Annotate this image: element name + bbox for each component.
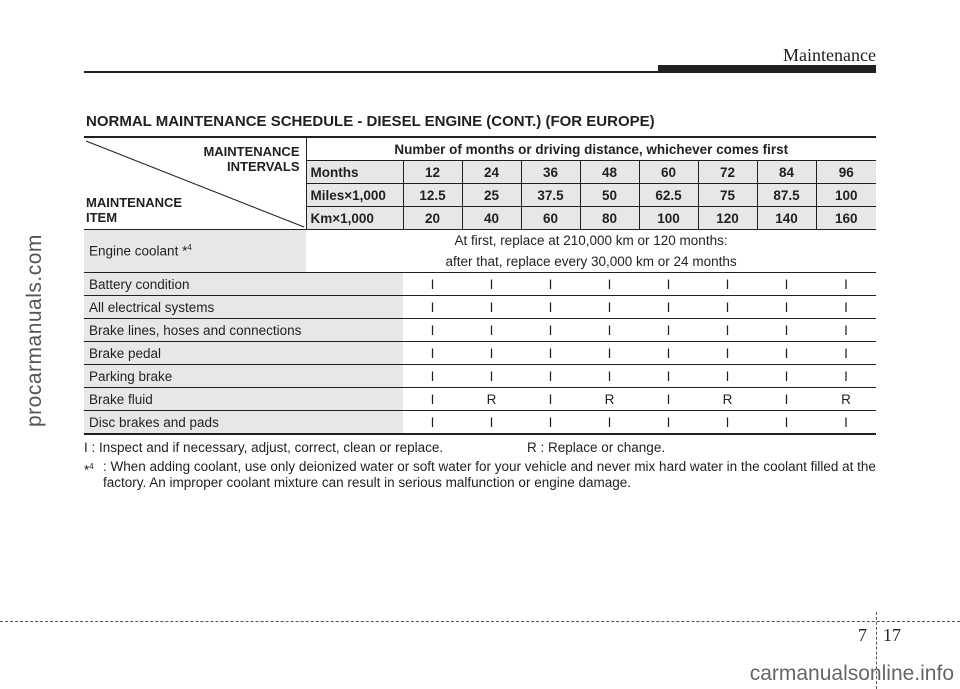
interval-value: 72 (698, 161, 757, 184)
footer-dashed-rule (0, 621, 960, 622)
item-label-line1: MAINTENANCE (86, 194, 183, 210)
table-row (84, 273, 876, 296)
schedule-cell: I (757, 296, 816, 319)
interval-value: 12 (403, 161, 462, 184)
schedule-cell: I (462, 273, 521, 296)
interval-value: 40 (462, 207, 521, 230)
interval-label: Months (306, 161, 403, 184)
item-name: All electrical systems (84, 296, 403, 319)
table-row (84, 411, 876, 435)
schedule-cell: I (521, 365, 580, 388)
schedule-cell: I (462, 411, 521, 435)
footnote-star: * (84, 462, 90, 478)
schedule-cell: I (403, 388, 462, 411)
page-number: 17 (883, 625, 901, 645)
schedule-cell: R (580, 388, 639, 411)
running-header-title: Maintenance (783, 45, 876, 65)
intervals-label-line2: INTERVALS (227, 158, 300, 174)
interval-value: 20 (403, 207, 462, 230)
schedule-cell: I (639, 296, 698, 319)
schedule-cell: I (580, 296, 639, 319)
schedule-cell: I (639, 273, 698, 296)
schedule-cell: I (580, 319, 639, 342)
interval-value: 100 (816, 184, 876, 207)
coolant-line2: after that, replace every 30,000 km or 24 months (445, 254, 737, 269)
schedule-cell: I (698, 342, 757, 365)
interval-value: 50 (580, 184, 639, 207)
schedule-cell: I (698, 365, 757, 388)
interval-label: Km×1,000 (306, 207, 403, 230)
schedule-cell: I (403, 296, 462, 319)
footnote-prefix: : (103, 459, 111, 474)
interval-label: Miles×1,000 (306, 184, 403, 207)
footnote-number: 4 (89, 462, 94, 471)
schedule-cell: I (757, 342, 816, 365)
schedule-cell: I (521, 388, 580, 411)
item-name: Brake fluid (84, 388, 403, 411)
schedule-cell: I (521, 411, 580, 435)
interval-value: 140 (757, 207, 816, 230)
schedule-cell: I (403, 411, 462, 435)
section-title: NORMAL MAINTENANCE SCHEDULE - DIESEL ENGINE (CONT.) (FOR EUROPE) (86, 113, 655, 130)
legend-inspect: I : Inspect and if necessary, adjust, correct, clean or replace. (84, 440, 444, 455)
schedule-cell: R (816, 388, 876, 411)
interval-value: 100 (639, 207, 698, 230)
schedule-cell: I (757, 319, 816, 342)
schedule-cell: R (698, 388, 757, 411)
header-rule (84, 71, 664, 73)
coolant-name: Engine coolant * (89, 243, 188, 259)
schedule-cell: I (403, 273, 462, 296)
interval-value: 60 (521, 207, 580, 230)
schedule-cell: I (580, 342, 639, 365)
interval-value: 48 (580, 161, 639, 184)
interval-value: 96 (816, 161, 876, 184)
item-name: Parking brake (84, 365, 403, 388)
interval-value: 120 (698, 207, 757, 230)
schedule-cell: I (462, 319, 521, 342)
maintenance-schedule-table (84, 136, 876, 435)
interval-value: 80 (580, 207, 639, 230)
schedule-cell: I (403, 319, 462, 342)
footnote-marker (84, 459, 94, 479)
bottom-watermark: carmanualsonline.info (749, 662, 954, 685)
schedule-cell: I (698, 273, 757, 296)
item-name (84, 230, 306, 273)
schedule-cell: I (521, 296, 580, 319)
side-watermark: procarmanuals.com (23, 234, 46, 427)
footnote-text: When adding coolant, use only deionized water or soft water for your vehicle and never mix hard water in the coolant filled at the factory. An improper coolant mixture can result in serious malfunction or engine damage. (103, 459, 876, 490)
interval-value: 12.5 (403, 184, 462, 207)
schedule-cell: I (462, 342, 521, 365)
schedule-cell: R (462, 388, 521, 411)
intervals-label (203, 144, 299, 174)
schedule-cell: I (816, 365, 876, 388)
interval-value: 36 (521, 161, 580, 184)
item-label-line2: ITEM (86, 209, 118, 225)
schedule-cell: I (639, 411, 698, 435)
item-name: Brake pedal (84, 342, 403, 365)
interval-span-header: Number of months or driving distance, whichever comes first (306, 137, 876, 161)
schedule-cell: I (816, 342, 876, 365)
footnote-mark: 4 (187, 243, 192, 253)
schedule-cell: I (757, 411, 816, 435)
schedule-cell: I (639, 319, 698, 342)
interval-value: 60 (639, 161, 698, 184)
schedule-cell: I (580, 273, 639, 296)
interval-value: 87.5 (757, 184, 816, 207)
item-label (86, 195, 182, 225)
schedule-cell: I (698, 319, 757, 342)
interval-value: 25 (462, 184, 521, 207)
table-row (84, 296, 876, 319)
schedule-cell: I (816, 411, 876, 435)
footnote (84, 459, 884, 491)
interval-value: 84 (757, 161, 816, 184)
schedule-cell: I (816, 319, 876, 342)
table-row (84, 319, 876, 342)
schedule-cell: I (521, 273, 580, 296)
schedule-cell: I (698, 296, 757, 319)
schedule-cell: I (639, 388, 698, 411)
schedule-cell: I (580, 411, 639, 435)
schedule-cell: I (816, 273, 876, 296)
item-name: Brake lines, hoses and connections (84, 319, 403, 342)
schedule-cell: I (757, 365, 816, 388)
item-name: Battery condition (84, 273, 403, 296)
footnote-body (103, 459, 884, 491)
interval-value: 160 (816, 207, 876, 230)
table-corner-header (84, 137, 306, 230)
schedule-cell: I (757, 388, 816, 411)
schedule-cell: I (403, 365, 462, 388)
table-row (84, 230, 876, 273)
interval-value: 24 (462, 161, 521, 184)
coolant-instructions (306, 230, 876, 273)
interval-value: 75 (698, 184, 757, 207)
schedule-cell: I (639, 365, 698, 388)
schedule-cell: I (816, 296, 876, 319)
table-row (84, 388, 876, 411)
chapter-number: 7 (858, 625, 867, 645)
interval-value: 37.5 (521, 184, 580, 207)
header-rule-thick (658, 65, 876, 73)
table-row (84, 365, 876, 388)
schedule-cell: I (639, 342, 698, 365)
schedule-cell: I (580, 365, 639, 388)
intervals-label-line1: MAINTENANCE (203, 143, 300, 159)
interval-value: 62.5 (639, 184, 698, 207)
legend-replace: R : Replace or change. (527, 440, 666, 455)
item-name: Disc brakes and pads (84, 411, 403, 435)
schedule-cell: I (698, 411, 757, 435)
schedule-cell: I (757, 273, 816, 296)
schedule-cell: I (521, 319, 580, 342)
schedule-cell: I (462, 365, 521, 388)
schedule-cell: I (403, 342, 462, 365)
schedule-cell: I (462, 296, 521, 319)
table-row (84, 342, 876, 365)
schedule-cell: I (521, 342, 580, 365)
coolant-line1: At first, replace at 210,000 km or 120 months: (454, 233, 728, 248)
